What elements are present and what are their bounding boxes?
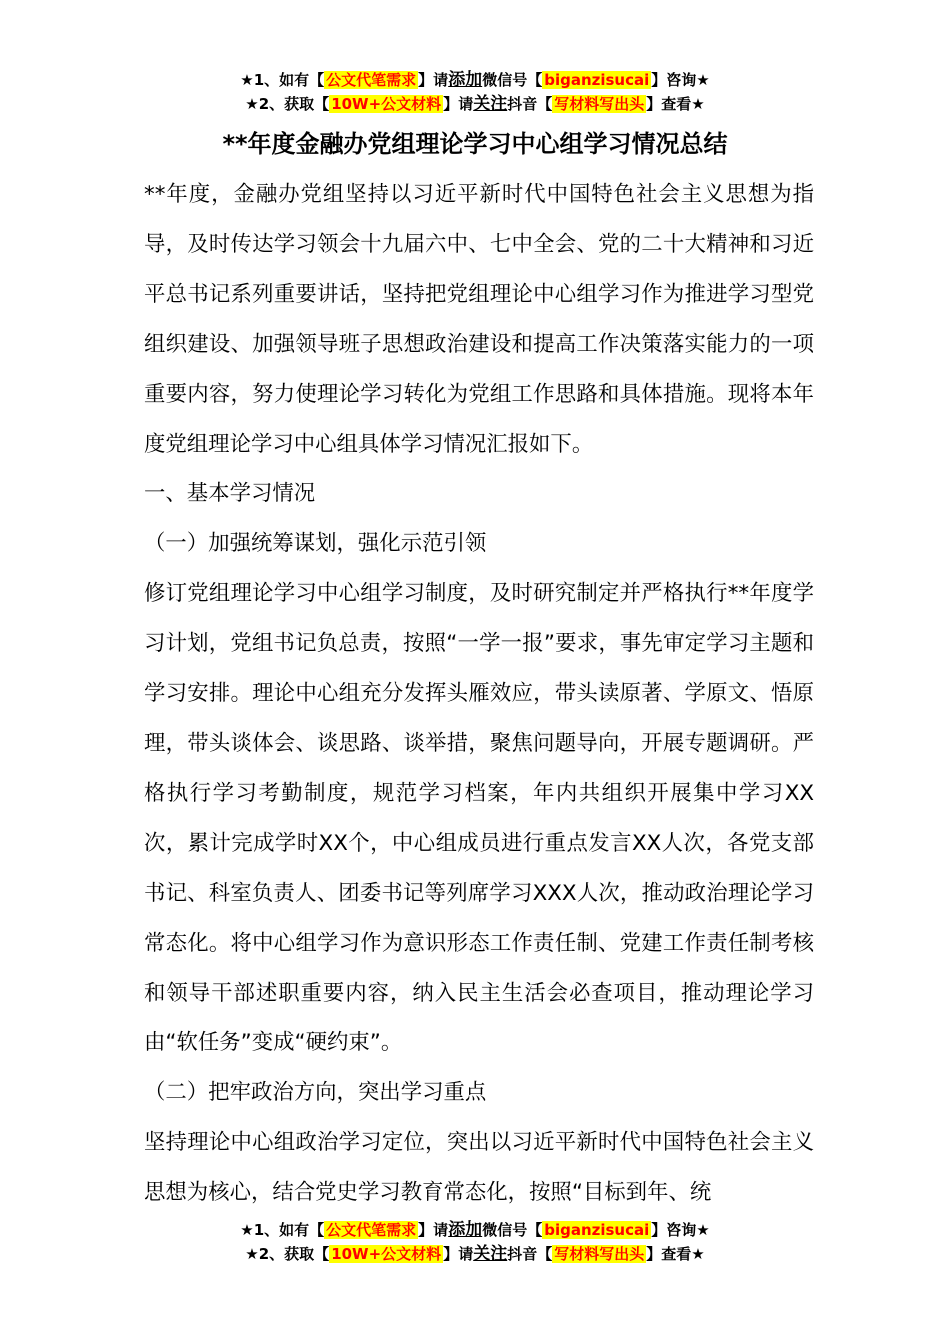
promo-text: 】咨询★ [651, 71, 710, 89]
promo-douyin-id: 写材料写出头 [554, 95, 645, 113]
promo-text: 】请 [443, 95, 474, 113]
promo-text: ★2、获取【 [245, 1245, 330, 1263]
document-title: **年度金融办党组理论学习中心组学习情况总结 [222, 130, 728, 158]
promo-wechat-id: biganzisucai [544, 71, 650, 89]
promo-highlight: 10W+公文材料 [331, 95, 442, 113]
promo-text: 抖音【 [507, 95, 553, 113]
promo-text: 微信号【 [482, 1221, 543, 1239]
promo-emphasis: 关注 [473, 1244, 508, 1264]
subsection-heading: （一）加强统筹谋划，强化示范引领 [144, 531, 487, 557]
promo-text: 】咨询★ [651, 1221, 710, 1239]
promo-line-wechat [0, 1218, 950, 1242]
promo-text: ★1、如有【 [240, 1221, 325, 1239]
body-paragraph: 坚持理论中心组政治学习定位，突出以习近平新时代中国特色社会主义思想为核心，结合党史学习教育常态化，按照“目标到年、统 [144, 1130, 814, 1206]
promo-line-wechat [0, 68, 950, 92]
promo-text: ★2、获取【 [245, 95, 330, 113]
promo-line-douyin [0, 92, 950, 116]
document-body [144, 170, 814, 1218]
body-paragraph: 修订党组理论学习中心组学习制度，及时研究制定并严格执行**年度学习计划，党组书记负总责，按照“一学一报”要求，事先审定学习主题和学习安排。理论中心组充分发挥头雁效应，带头读原著、学原文、悟原理，带头谈体会、谈思路、谈举措，聚焦问题导向，开展专题调研。严格执行学习考勤制度，规范学习档案，年内共组织开展集中学习XX次，累计完成学时XX个，中心组成员进行重点发言XX人次，各党支部书记、科室负责人、团委书记等列席学习XXX人次，推动政治理论学习常态化。将中心组学习作为意识形态工作责任制、党建工作责任制考核和领导干部述职重要内容，纳入民主生活会必查项目，推动理论学习由“软任务”变成“硬约束”。 [144, 581, 814, 1056]
promo-wechat-id: biganzisucai [544, 1221, 650, 1239]
promo-emphasis: 关注 [473, 94, 508, 114]
promo-text: 】请 [443, 1245, 474, 1263]
promo-text: 】请 [418, 71, 449, 89]
promo-line-douyin [0, 1242, 950, 1266]
promo-text: ★1、如有【 [240, 71, 325, 89]
promo-text: 】查看★ [646, 95, 705, 113]
promo-emphasis: 添加 [448, 70, 483, 90]
promo-highlight: 公文代笔需求 [326, 71, 417, 89]
promo-banner-top [0, 68, 950, 116]
promo-emphasis: 添加 [448, 1220, 483, 1240]
section-heading: 一、基本学习情况 [144, 481, 316, 507]
intro-paragraph: **年度，金融办党组坚持以习近平新时代中国特色社会主义思想为指导，及时传达学习领会十九届六中、七中全会、党的二十大精神和习近平总书记系列重要讲话，坚持把党组理论中心组学习作为推进学习型党组织建设、加强领导班子思想政治建设和提高工作决策落实能力的一项重要内容，努力使理论学习转化为党组工作思路和具体措施。现将本年度党组理论学习中心组具体学习情况汇报如下。 [144, 182, 814, 457]
promo-text: 微信号【 [482, 71, 543, 89]
promo-highlight: 公文代笔需求 [326, 1221, 417, 1239]
promo-highlight: 10W+公文材料 [331, 1245, 442, 1263]
promo-text: 】请 [418, 1221, 449, 1239]
promo-text: 抖音【 [507, 1245, 553, 1263]
promo-banner-bottom [0, 1218, 950, 1266]
subsection-heading: （二）把牢政治方向，突出学习重点 [144, 1080, 487, 1106]
promo-text: 】查看★ [646, 1245, 705, 1263]
promo-douyin-id: 写材料写出头 [554, 1245, 645, 1263]
